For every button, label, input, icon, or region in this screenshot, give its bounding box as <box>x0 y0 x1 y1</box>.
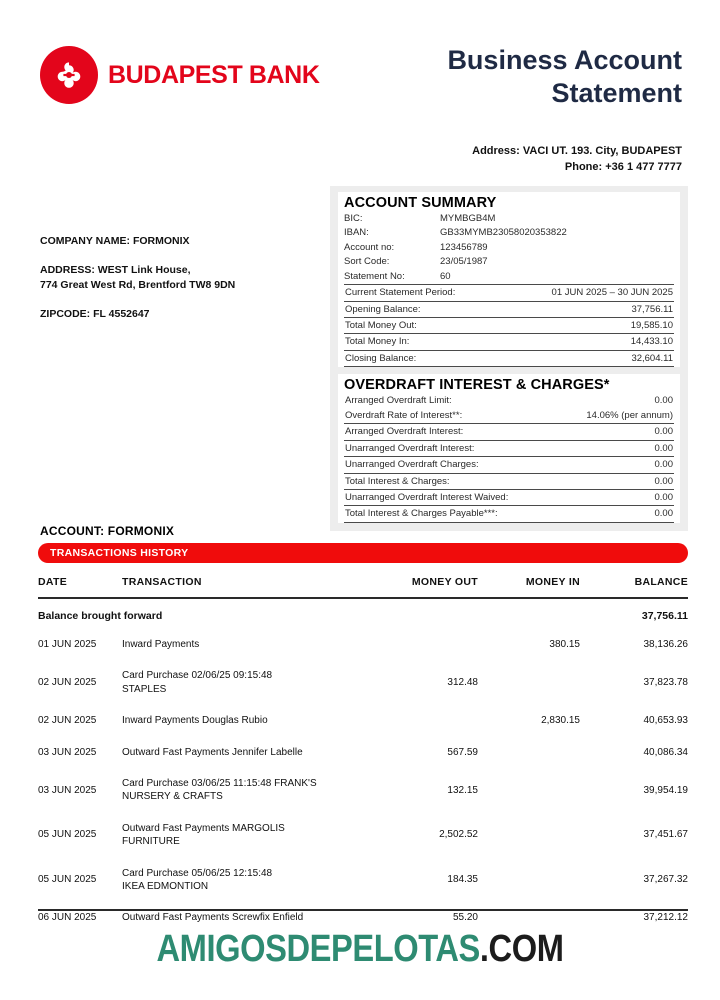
bank-phone: Phone: +36 1 477 7777 <box>564 160 682 173</box>
summary-row-label: Closing Balance: <box>345 352 417 364</box>
overdraft-plain-row <box>344 409 674 424</box>
summary-row-value: 32,604.11 <box>631 352 673 364</box>
overdraft-row-value: 0.00 <box>654 475 673 487</box>
summary-row-value: 37,756.11 <box>631 303 673 315</box>
transaction-date: 03 JUN 2025 <box>38 746 97 758</box>
transaction-date: 02 JUN 2025 <box>38 677 97 689</box>
overdraft-row-value: 0.00 <box>654 491 673 503</box>
customer-address-line2: 774 Great West Rd, Brentford TW8 9DN <box>40 278 236 291</box>
transaction-balance: 39,954.19 <box>643 784 688 796</box>
overdraft-row <box>344 505 674 522</box>
overdraft-row <box>344 423 674 439</box>
overdraft-row-label: Overdraft Rate of Interest**: <box>345 409 463 421</box>
bank-logo <box>40 46 319 104</box>
transactions-table-body <box>38 598 688 934</box>
transaction-money-in: 380.15 <box>549 639 580 651</box>
transaction-description: Card Purchase 05/06/25 12:15:48 IKEA EDMONTION <box>122 867 273 892</box>
table-row <box>38 660 688 705</box>
customer-company: COMPANY NAME: FORMONIX <box>40 235 190 247</box>
overdraft-row-label: Unarranged Overdraft Interest Waived: <box>345 491 509 503</box>
overdraft-row <box>344 473 674 489</box>
page-title-line2: Statement <box>551 77 682 108</box>
transaction-money-out: 2,502.52 <box>439 829 478 841</box>
summary-field <box>344 241 674 255</box>
transaction-description: Card Purchase 03/06/25 11:15:48 FRANK'S NURSERY & CRAFTS <box>122 778 317 803</box>
transaction-date: 02 JUN 2025 <box>38 715 97 727</box>
overdraft-ruled-rows <box>344 423 674 522</box>
transaction-money-out: 132.15 <box>447 784 478 796</box>
summary-row-label: Total Money In: <box>345 336 410 348</box>
summary-row-label: Total Money Out: <box>345 319 417 331</box>
summary-field-value: GB33MYMB23058020353822 <box>440 227 567 239</box>
overdraft-inner <box>338 374 680 523</box>
column-header-date: DATE <box>38 576 122 598</box>
transaction-balance: 38,136.26 <box>643 639 688 651</box>
transaction-money-in <box>478 768 580 813</box>
table-row <box>38 737 688 768</box>
transaction-balance: 37,451.67 <box>643 829 688 841</box>
transaction-money-out: 567.59 <box>447 746 478 758</box>
transaction-date: 06 JUN 2025 <box>38 912 97 924</box>
summary-field-value: MYMBGB4M <box>440 213 496 224</box>
transactions-table-bottom-rule <box>38 909 688 911</box>
summary-field <box>344 212 674 226</box>
clover-logo-icon <box>40 46 98 104</box>
transaction-balance: 37,212.12 <box>643 912 688 924</box>
transaction-balance: 37,267.32 <box>643 874 688 886</box>
summary-field-value: 23/05/1987 <box>440 256 488 268</box>
bf-label: Balance brought forward <box>38 610 163 622</box>
overdraft-row-label: Unarranged Overdraft Interest: <box>345 442 475 454</box>
overdraft-row <box>344 440 674 456</box>
transaction-money-out <box>368 629 478 660</box>
account-summary-fields <box>344 212 674 284</box>
overdraft-row-label: Unarranged Overdraft Charges: <box>345 459 479 471</box>
customer-zipcode: ZIPCODE: FL 4552647 <box>40 307 150 320</box>
account-summary-panel <box>330 186 688 375</box>
overdraft-row-label: Total Interest & Charges Payable***: <box>345 508 498 520</box>
overdraft-row-label: Total Interest & Charges: <box>345 475 450 487</box>
statement-header <box>0 0 720 180</box>
transaction-description: Outward Fast Payments Jennifer Labelle <box>122 746 303 758</box>
summary-field-label: Sort Code: <box>344 256 390 268</box>
summary-field-label: IBAN: <box>344 227 369 239</box>
table-row <box>38 813 688 858</box>
summary-row-value: 19,585.10 <box>630 319 673 331</box>
column-header-transaction: TRANSACTION <box>122 576 368 598</box>
customer-address-line1: ADDRESS: WEST Link House, <box>40 263 191 276</box>
transaction-money-in <box>478 858 580 903</box>
transactions-table <box>38 576 688 934</box>
transaction-date: 05 JUN 2025 <box>38 829 97 841</box>
overdraft-row-label: Arranged Overdraft Limit: <box>345 395 452 406</box>
customer-details <box>40 234 320 322</box>
transaction-date: 03 JUN 2025 <box>38 784 97 796</box>
table-row <box>38 629 688 660</box>
transaction-balance: 40,653.93 <box>643 715 688 727</box>
transaction-money-in <box>478 737 580 768</box>
bank-name: BUDAPEST BANK <box>108 60 320 89</box>
watermark-domain-name: AMIGOSDEPELOTAS <box>156 928 480 970</box>
summary-row <box>344 284 674 300</box>
table-row <box>38 768 688 813</box>
bf-money-out <box>368 598 478 629</box>
transaction-balance: 40,086.34 <box>643 746 688 758</box>
account-summary-rows <box>344 284 674 367</box>
customer-zipcode-group <box>40 307 320 322</box>
summary-row-label: Current Statement Period: <box>345 287 456 299</box>
summary-field <box>344 226 674 240</box>
watermark-domain-tld: .COM <box>479 928 564 970</box>
overdraft-row-value: 0.00 <box>654 442 673 454</box>
summary-field-value: 123456789 <box>440 241 488 253</box>
transaction-money-out: 55.20 <box>452 912 478 924</box>
overdraft-row <box>344 456 674 472</box>
column-header-balance: BALANCE <box>580 576 688 598</box>
transaction-description: Inward Payments Douglas Rubio <box>122 715 268 727</box>
summary-field <box>344 270 674 284</box>
transaction-description: Outward Fast Payments Screwfix Enfield <box>122 912 304 924</box>
summary-field-label: Account no: <box>344 241 395 253</box>
table-row <box>38 705 688 736</box>
overdraft-row-value: 0.00 <box>654 508 673 520</box>
overdraft-panel <box>330 368 688 531</box>
summary-row <box>344 317 674 333</box>
bank-contact-block <box>282 144 682 176</box>
transactions-history-banner <box>38 543 688 563</box>
overdraft-title: OVERDRAFT INTEREST & CHARGES* <box>344 377 610 393</box>
summary-row <box>344 301 674 317</box>
account-label: ACCOUNT: FORMONIX <box>40 524 175 538</box>
summary-row-label: Opening Balance: <box>345 303 421 315</box>
transaction-description: Outward Fast Payments MARGOLIS FURNITURE <box>122 822 285 848</box>
column-header-money-out: MONEY OUT <box>368 576 478 598</box>
transaction-money-out: 312.48 <box>447 677 478 689</box>
overdraft-row <box>344 489 674 505</box>
summary-field-value: 60 <box>440 270 451 282</box>
overdraft-row-value: 0.00 <box>654 426 673 438</box>
summary-row <box>344 333 674 349</box>
column-header-money-in: MONEY IN <box>478 576 580 598</box>
table-header-row <box>38 576 688 598</box>
overdraft-row-value: 14.06% (per annum) <box>586 409 673 421</box>
summary-row <box>344 350 674 367</box>
footer-watermark <box>50 928 669 971</box>
bf-money-in <box>478 598 580 629</box>
balance-brought-forward-row <box>38 598 688 629</box>
page-title <box>352 44 682 110</box>
overdraft-row-label: Arranged Overdraft Interest: <box>345 426 464 438</box>
summary-field-label: Statement No: <box>344 270 405 282</box>
customer-company-group <box>40 234 320 249</box>
summary-field <box>344 255 674 269</box>
page-title-line1: Business Account <box>447 45 682 75</box>
bank-address: Address: VACI UT. 193. City, BUDAPEST <box>472 145 682 157</box>
account-summary-title: ACCOUNT SUMMARY <box>344 195 497 211</box>
table-row <box>38 858 688 903</box>
summary-row-value: 01 JUN 2025 – 30 JUN 2025 <box>551 287 673 299</box>
transaction-date: 01 JUN 2025 <box>38 639 97 651</box>
summary-row-value: 14,433.10 <box>630 336 673 348</box>
transactions-table-head <box>38 576 688 598</box>
overdraft-plain-rows <box>344 394 674 423</box>
transaction-balance: 37,823.78 <box>643 677 688 689</box>
transaction-money-in <box>478 660 580 705</box>
customer-address-group <box>40 263 320 293</box>
transaction-description: Inward Payments <box>122 639 200 651</box>
transactions-history-banner-label: TRANSACTIONS HISTORY <box>50 547 189 559</box>
account-summary-inner <box>338 192 680 367</box>
transaction-date: 05 JUN 2025 <box>38 874 97 886</box>
overdraft-row-value: 0.00 <box>654 395 673 406</box>
transaction-money-in <box>478 813 580 858</box>
overdraft-plain-row <box>344 394 674 409</box>
transaction-money-in: 2,830.15 <box>541 715 580 727</box>
transaction-money-out: 184.35 <box>447 874 478 886</box>
summary-field-label: BIC: <box>344 213 363 224</box>
overdraft-row-value: 0.00 <box>654 459 673 471</box>
bf-balance: 37,756.11 <box>641 610 688 622</box>
transaction-money-out <box>368 705 478 736</box>
transaction-description: Card Purchase 02/06/25 09:15:48 STAPLES <box>122 670 273 695</box>
